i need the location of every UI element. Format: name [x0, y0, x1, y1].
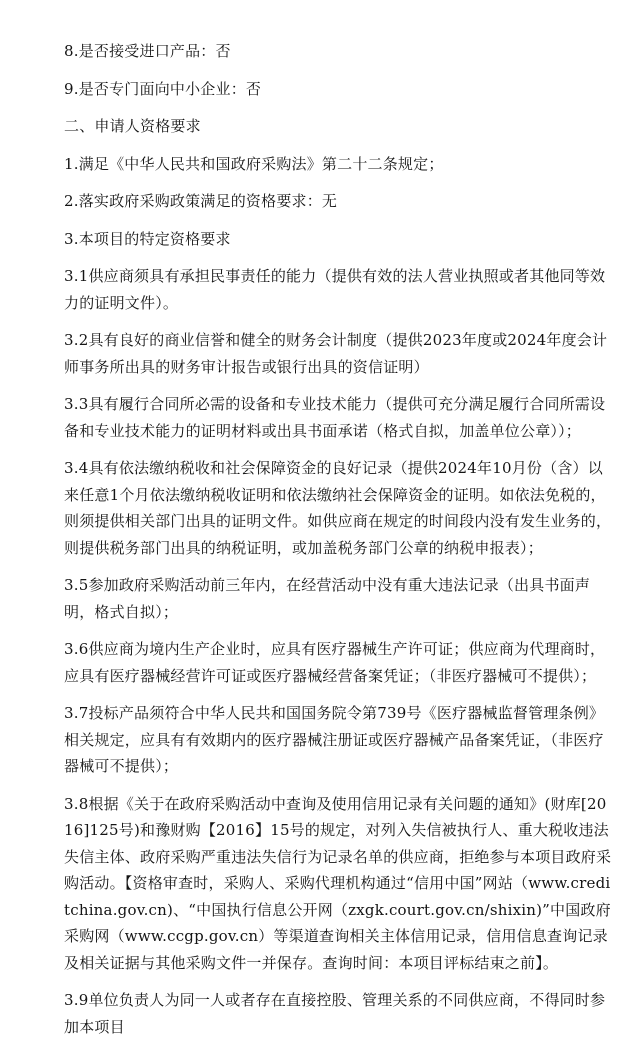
item-9-sme-oriented: 9.是否专门面向中小企业：否	[64, 79, 262, 98]
requirement-3-9: 3.9单位负责人为同一人或者存在直接控股、管理关系的不同供应商，不得同时参加本项目	[64, 991, 606, 1036]
requirement-3-4: 3.4具有依法缴纳税收和社会保障资金的良好记录（提供2024年10月份（含）以来任意1个月依法缴纳税收证明和依法缴纳社会保障资金的证明。如依法免税的，则须提供相关部门出具的证明文件。如供应商在规定的时间段内没有发生业务的，则提供税务部门出具的纳税证明，或加盖税务部门公章的纳税申报表）；	[64, 459, 612, 557]
item-8-import-products: 8.是否接受进口产品：否	[64, 42, 231, 60]
requirement-3-2: 3.2具有良好的商业信誉和健全的财务会计制度（提供2023年度或2024年度会计师事务所出具的财务审计报告或银行出具的资信证明）	[64, 331, 608, 376]
requirement-3-heading: 3.本项目的特定资格要求	[64, 229, 231, 248]
requirement-3-1: 3.1供应商须具有承担民事责任的能力（提供有效的法人营业执照或者其他同等效力的证明文件）。	[64, 267, 606, 312]
requirement-3-5: 3.5参加政府采购活动前三年内，在经营活动中没有重大违法记录（出具书面声明，格式自拟）；	[64, 576, 591, 621]
document-body	[64, 38, 612, 1051]
requirement-3-7: 3.7投标产品须符合中华人民共和国国务院令第739号《医疗器械监督管理条例》相关规定，应具有有效期内的医疗器械注册证或医疗器械产品备案凭证，（非医疗器械可不提供）；	[64, 704, 605, 775]
requirement-3-3: 3.3具有履行合同所必需的设备和专业技术能力（提供可充分满足履行合同所需设备和专业技术能力的证明材料或出具书面承诺（格式自拟，加盖单位公章））；	[64, 395, 606, 440]
requirement-2: 2.落实政府采购政策满足的资格要求：无	[64, 192, 338, 210]
section-heading-applicant-qualifications: 二、申请人资格要求	[64, 117, 201, 135]
requirement-1: 1.满足《中华人民共和国政府采购法》第二十二条规定；	[64, 154, 444, 173]
requirement-3-8: 3.8根据《关于在政府采购活动中查询及使用信用记录有关问题的通知》(财库[2016]125号)和豫财购【2016】15号的规定，对列入失信被执行人、重大税收违法失信主体、政府采购严重违法失信行为记录名单的供应商，拒绝参与本项目政府采购活动。【资格审查时，采购人、采购代理机构通过“信用中国”网站（www.creditchina.gov.cn)、“中国执行信息公开网（zxgk.court.gov.cn/shixin)”中国政府采购网（www.ccgp.gov.cn）等渠道查询相关主体信用记录，信用信息查询记录及相关证据与其他采购文件一并保存。查询时间：本项目评标结束之前】。	[64, 794, 612, 972]
requirement-3-6: 3.6供应商为境内生产企业时，应具有医疗器械生产许可证；供应商为代理商时，应具有医疗器械经营许可证或医疗器械经营备案凭证；（非医疗器械可不提供）；	[64, 640, 606, 685]
